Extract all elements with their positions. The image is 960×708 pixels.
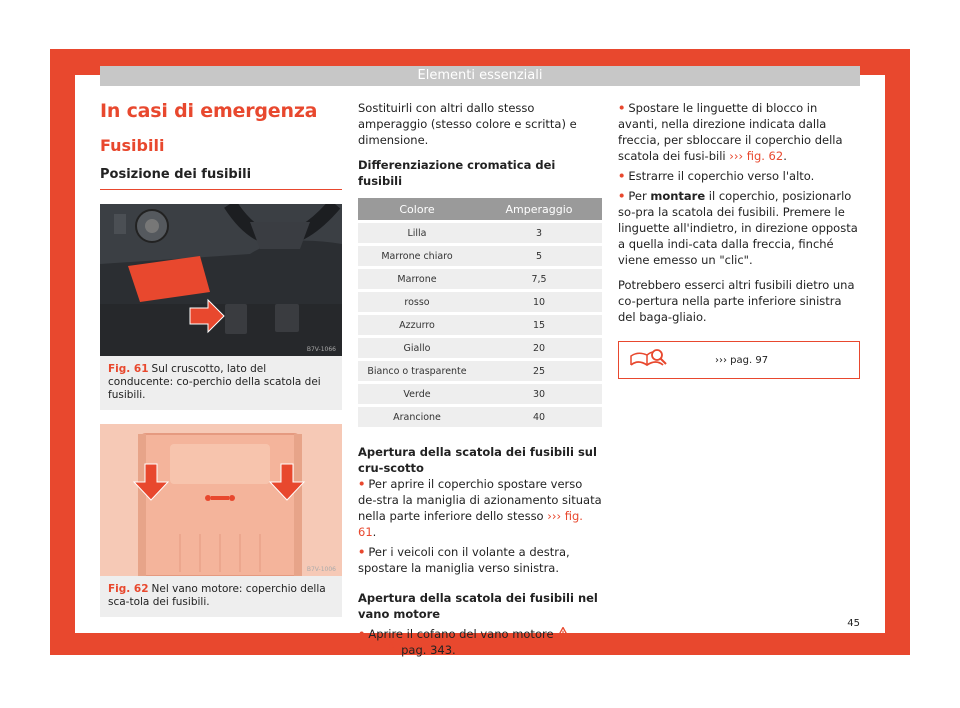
reference-box[interactable] bbox=[618, 341, 860, 379]
figure-code: B7V-1066 bbox=[306, 346, 336, 353]
page-link[interactable]: pag. 343. bbox=[401, 643, 456, 657]
figure-link[interactable]: ››› fig. 62 bbox=[729, 149, 784, 163]
figure-62 bbox=[100, 424, 342, 617]
bullet-text: Aprire il cofano del vano motore bbox=[368, 627, 558, 641]
table-cell: rosso bbox=[358, 292, 476, 312]
dashboard-illustration bbox=[100, 204, 342, 356]
column-middle bbox=[358, 100, 602, 658]
caption-text: Nel vano motore: coperchio della sca-tola dei fusibili. bbox=[108, 583, 326, 608]
figure-link[interactable]: ››› fig. 61 bbox=[358, 509, 583, 539]
table-cell: 10 bbox=[476, 292, 602, 312]
table-cell: Verde bbox=[358, 384, 476, 404]
table-row bbox=[358, 407, 602, 427]
table-header-row bbox=[358, 198, 602, 220]
reference-text: ››› pag. 97 bbox=[715, 354, 769, 366]
bullet-bold: montare bbox=[650, 189, 706, 203]
section1-title: Apertura della scatola dei fusibili sul cru-scotto bbox=[358, 445, 597, 475]
table-cell: 5 bbox=[476, 246, 602, 266]
table-cell: Lilla bbox=[358, 223, 476, 243]
table-cell: 40 bbox=[476, 407, 602, 427]
table-row bbox=[358, 361, 602, 381]
bullet-text: Estrarre il coperchio verso l'alto. bbox=[628, 169, 815, 183]
table-header: Colore bbox=[358, 198, 476, 220]
book-icon bbox=[375, 643, 397, 657]
table-row bbox=[358, 384, 602, 404]
table-row bbox=[358, 246, 602, 266]
table-cell: Azzurro bbox=[358, 315, 476, 335]
bullet-icon: • bbox=[358, 545, 366, 559]
caption-text: Sul cruscotto, lato del conducente: co-perchio della scatola dei fusibili. bbox=[108, 363, 321, 401]
bullet-icon: • bbox=[618, 189, 626, 203]
table-row bbox=[358, 223, 602, 243]
note-paragraph: Potrebbero esserci altri fusibili dietro una co-pertura nella parte inferiore sinistra del baga-gliaio. bbox=[618, 278, 855, 324]
section2-title: Apertura della scatola dei fusibili nel vano motore bbox=[358, 591, 598, 621]
warning-icon bbox=[557, 627, 569, 641]
table-row bbox=[358, 338, 602, 358]
intro-paragraph: Sostituirli con altri dallo stesso amperaggio (stesso colore e scritta) e dimensione. bbox=[358, 101, 577, 147]
bullet-text: Per aprire il coperchio spostare verso de-stra la maniglia di azionamento situata nella parte inferiore dello stesso bbox=[358, 477, 602, 523]
figure-label: Fig. 62 bbox=[108, 583, 149, 595]
figure-code: B7V-1006 bbox=[306, 566, 336, 573]
table-cell: 25 bbox=[476, 361, 602, 381]
section-header: Elementi essenziali bbox=[100, 66, 860, 86]
bullet-text: Per bbox=[628, 189, 651, 203]
table-cell: 3 bbox=[476, 223, 602, 243]
bullet-text: Per i veicoli con il volante a destra, spostare la maniglia verso sinistra. bbox=[358, 545, 570, 575]
fuse-color-table bbox=[358, 195, 602, 430]
page-number: 45 bbox=[847, 618, 860, 629]
table-cell: Arancione bbox=[358, 407, 476, 427]
table-row bbox=[358, 269, 602, 289]
table-cell: 30 bbox=[476, 384, 602, 404]
page-link-arrows[interactable]: ››› bbox=[358, 643, 372, 657]
table-title: Differenziazione cromatica dei fusibili bbox=[358, 158, 556, 188]
bullet-icon: • bbox=[618, 101, 626, 115]
list-item bbox=[618, 168, 860, 184]
table-cell: 7,5 bbox=[476, 269, 602, 289]
subsection-title: Posizione dei fusibili bbox=[100, 167, 342, 190]
figure-61 bbox=[100, 204, 342, 410]
chapter-title: In casi di emergenza bbox=[100, 100, 318, 122]
table-cell: Marrone chiaro bbox=[358, 246, 476, 266]
list-item bbox=[358, 626, 602, 658]
bullet-text: Spostare le linguette di blocco in avanti, nella direzione indicata dalla freccia, per sbloccare il coperchio della scatola dei fusi-bili bbox=[618, 101, 843, 163]
bullet-icon: • bbox=[358, 627, 366, 641]
book-icon bbox=[629, 348, 669, 372]
column-left bbox=[100, 100, 342, 617]
column-right bbox=[618, 100, 860, 379]
fusebox-illustration bbox=[100, 424, 342, 576]
table-cell: 20 bbox=[476, 338, 602, 358]
table-row bbox=[358, 315, 602, 335]
bullet-text: il coperchio, posizionarlo so-pra la scatola dei fusibili. Premere le linguette all'indietro, in direzione opposta a quella indi-cata dalla freccia, finché viene emesso un "clic". bbox=[618, 189, 858, 267]
table-row bbox=[358, 292, 602, 312]
list-item: • Spostare le linguette di blocco in avanti, nella direzione indicata dalla freccia, per sbloccare il coperchio della scatola dei fusi-bili ››› fig. 62. bbox=[618, 101, 843, 163]
fuse-dashboard-image bbox=[100, 204, 342, 356]
section-title: Fusibili bbox=[100, 136, 165, 155]
table-cell: Giallo bbox=[358, 338, 476, 358]
bullet-icon: • bbox=[358, 477, 366, 491]
fuse-engine-image bbox=[100, 424, 342, 576]
bullet-icon: • bbox=[618, 169, 626, 183]
table-header: Amperaggio bbox=[476, 198, 602, 220]
figure-label: Fig. 61 bbox=[108, 363, 149, 375]
table-cell: Bianco o trasparente bbox=[358, 361, 476, 381]
figure-caption bbox=[100, 576, 342, 617]
list-item: • Per aprire il coperchio spostare verso de-stra la maniglia di azionamento situata nella parte inferiore dello stesso ››› fig. 61. bbox=[358, 477, 602, 539]
table-cell: Marrone bbox=[358, 269, 476, 289]
figure-caption bbox=[100, 356, 342, 410]
list-item bbox=[618, 188, 860, 268]
list-item bbox=[358, 544, 602, 576]
table-cell: 15 bbox=[476, 315, 602, 335]
